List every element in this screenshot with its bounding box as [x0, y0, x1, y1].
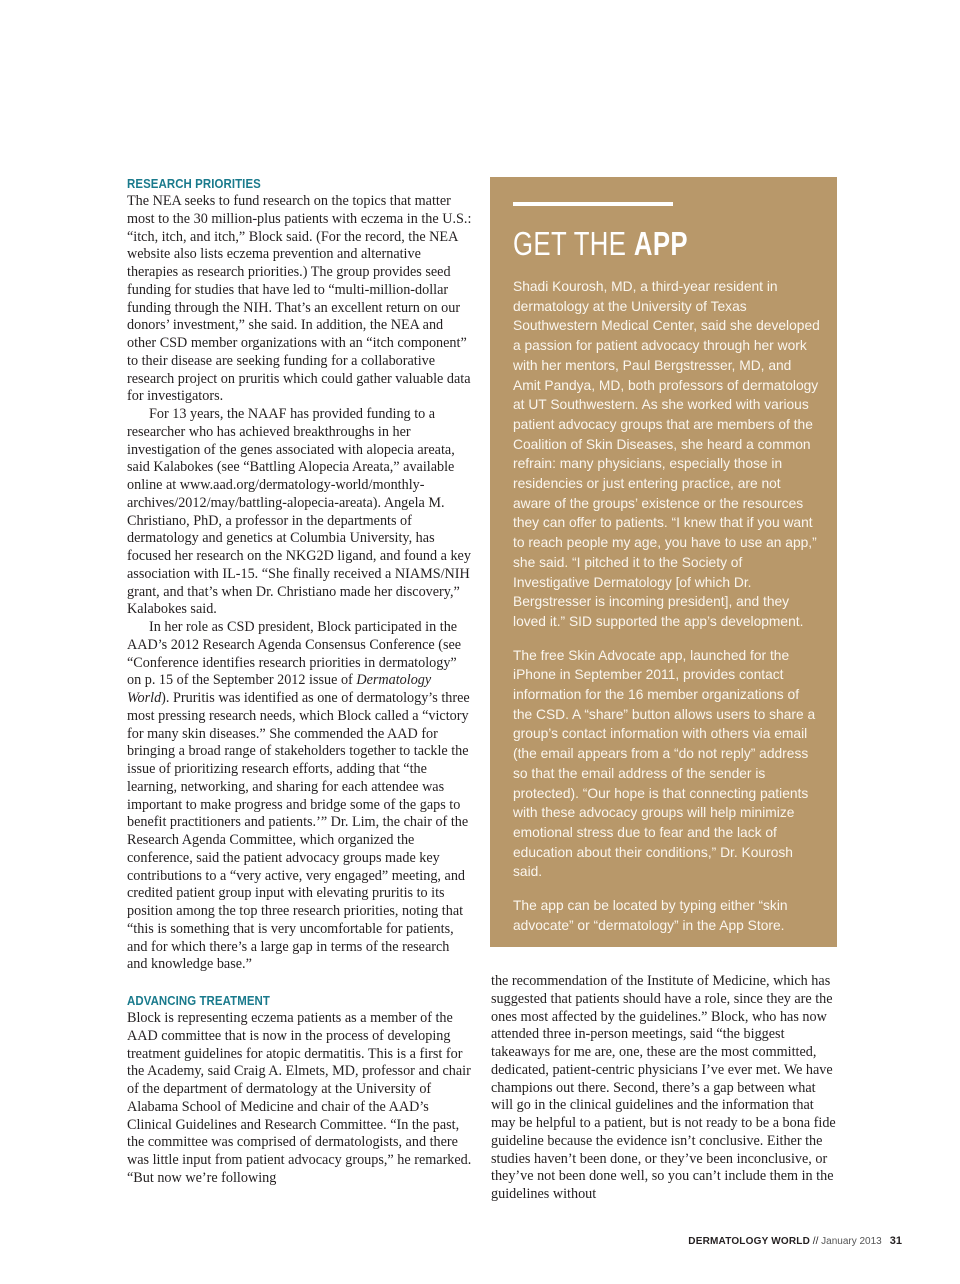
sidebar-get-the-app	[490, 177, 837, 947]
magazine-title-italic: Dermatology World	[127, 672, 432, 706]
heading-advancing-treatment: ADVANCING TREATMENT	[127, 993, 270, 1008]
sidebar-paragraph-skin-advocate: The free Skin Advocate app, launched for the iPhone in September 2011, provides contact information for the 16 member organizations of the CSD. A “share” button allows users to share a group’s contact information with others via email (the email appears from a “do not reply” address so that the email address of the sender is protected). “Our hope is that connecting patients with these advocacy groups will help minimize emotional stress due to fear and the lack of education about their conditions,” Dr. Kourosh said.	[513, 647, 816, 880]
paragraph-naaf-funding: For 13 years, the NAAF has provided funding to a researcher who has achieved breakthroughs in her investigation of the genes associated with alopecia areata, said Kalabokes (see “Battling Alopecia Areata,” available online at www.aad.org/dermatology-world/monthly-archives/2012/may/battling-alopecia-areata). Angela M. Christiano, PhD, a professor in the departments of dermatology and genetics at Columbia University, has focused her research on the NKG2D ligand, and found a key association with IL-15. “She finally received a NIAMS/NIH grant, and that’s when Dr. Christiano made her discovery,” Kalabokes said.	[127, 406, 471, 618]
paragraph-research-agenda	[127, 619, 473, 974]
right-column	[491, 973, 837, 1204]
left-column	[127, 175, 473, 1188]
section-gap	[127, 974, 473, 992]
footer-publication: DERMATOLOGY WORLD	[688, 1236, 811, 1247]
sidebar-title-bold: APP	[633, 225, 688, 262]
page-footer	[688, 1235, 902, 1247]
paragraph-research-agenda-part2: ). Pruritis was identified as one of dermatology’s three most pressing research needs, which Block called a “victory for many skin diseases.” She commended the AAD for bringing a broad range of stakeholders together to tackle the issue of prioritizing research efforts, adding that “the learning, networking, and sharing for each attendee was important to make progress and bridge some of the gaps to benefit practitioners and patients.’” Dr. Lim, the chair of the Research Agenda Committee, which organized the conference, said the patient advocacy groups made key contributions to a “very active, very engaged” meeting, and credited patient group input with elevating pruritis to its position among the top three research priorities, noting that “this is something that is very uncomfortable for patients, and for which there’s a large gap in terms of the research and knowledge base.”	[127, 690, 470, 973]
paragraph-research-agenda-part1: In her role as CSD president, Block participated in the AAD’s 2012 Research Agenda Consensus Conference (see “Conference identifies research priorities in dermatology” on p. 15 of the September 2012 issue of	[127, 619, 462, 689]
footer-separator: //	[810, 1236, 822, 1247]
sidebar-title-light: GET THE	[513, 225, 634, 262]
paragraph-institute-of-medicine: the recommendation of the Institute of Medicine, which has suggested that patients should have a role, since they are the ones most affected by the guidelines.” Block, who has now attended three in-person meetings, said “the biggest takeaways for me are, one, these are the most committed, dedicated, patient-centric physicians I’ve ever met. We have champions out there. Second, there’s a gap between what will go in the clinical guidelines and the information that may be helpful to a patient, but is not ready to be a bona fide guideline because the evidence isn’t conclusive. Either the studies haven’t been done, or they’ve been inconclusive, or they’ve not been done well, so you can’t include them in the guidelines without	[491, 973, 836, 1202]
sidebar-divider-rule	[513, 202, 673, 206]
paragraph-treatment-guidelines: Block is representing eczema patients as a member of the AAD committee that is now in the process of developing treatment guidelines for atopic dermatitis. This is a first for the Academy, said Craig A. Elmets, MD, professor and chair of the department of dermatology at the University of Alabama School of Medicine and chair of the AAD’s Clinical Guidelines and Research Committee. “In the past, the committee was comprised of dermatologists, and there was little input from patient advocacy groups,” he remarked. “But now we’re following	[127, 1010, 472, 1186]
page-number: 31	[889, 1235, 902, 1247]
sidebar-title	[513, 226, 753, 262]
paragraph-nea-funding: The NEA seeks to fund research on the topics that matter most to the 30 million-plus patients with eczema in the U.S.: “itch, itch, and itch,” Block said. (For the record, the NEA website also lists eczema prevention and alternative therapies as research priorities.) The group provides seed funding for studies that have led to “multi-million-dollar funding through the NIH. That’s an excellent return on our donors’ investment,” she said. In addition, the NEA and other CSD member organizations with an “itch component” to their disease are seeking funding for a collaborative research project on pruritis which could gather valuable data for investigators.	[127, 193, 472, 405]
footer-date: January 2013	[821, 1236, 882, 1247]
sidebar-paragraph-kourosh: Shadi Kourosh, MD, a third-year resident in dermatology at the University of Texas Southwestern Medical Center, said she developed a passion for patient advocacy through her work with her mentors, Paul Bergstresser, MD, and Amit Pandya, MD, both professors of dermatology at UT Southwestern. As she worked with various patient advocacy groups that are members of the Coalition of Skin Diseases, she heard a common refrain: many physicians, especially those in residencies or just entering practice, are not aware of the groups’ existence or the resources they can offer to patients. “I knew that if you want to reach people my age, you have to use an app,” she said. “I pitched it to the Society of Investigative Dermatology [of which Dr. Bergstresser is incoming president], and they loved it.” SID supported the app’s development.	[513, 279, 820, 629]
heading-research-priorities: RESEARCH PRIORITIES	[127, 176, 261, 191]
sidebar-paragraph-app-store: The app can be located by typing either “skin advocate” or “dermatology” in the App Store.	[513, 898, 788, 933]
